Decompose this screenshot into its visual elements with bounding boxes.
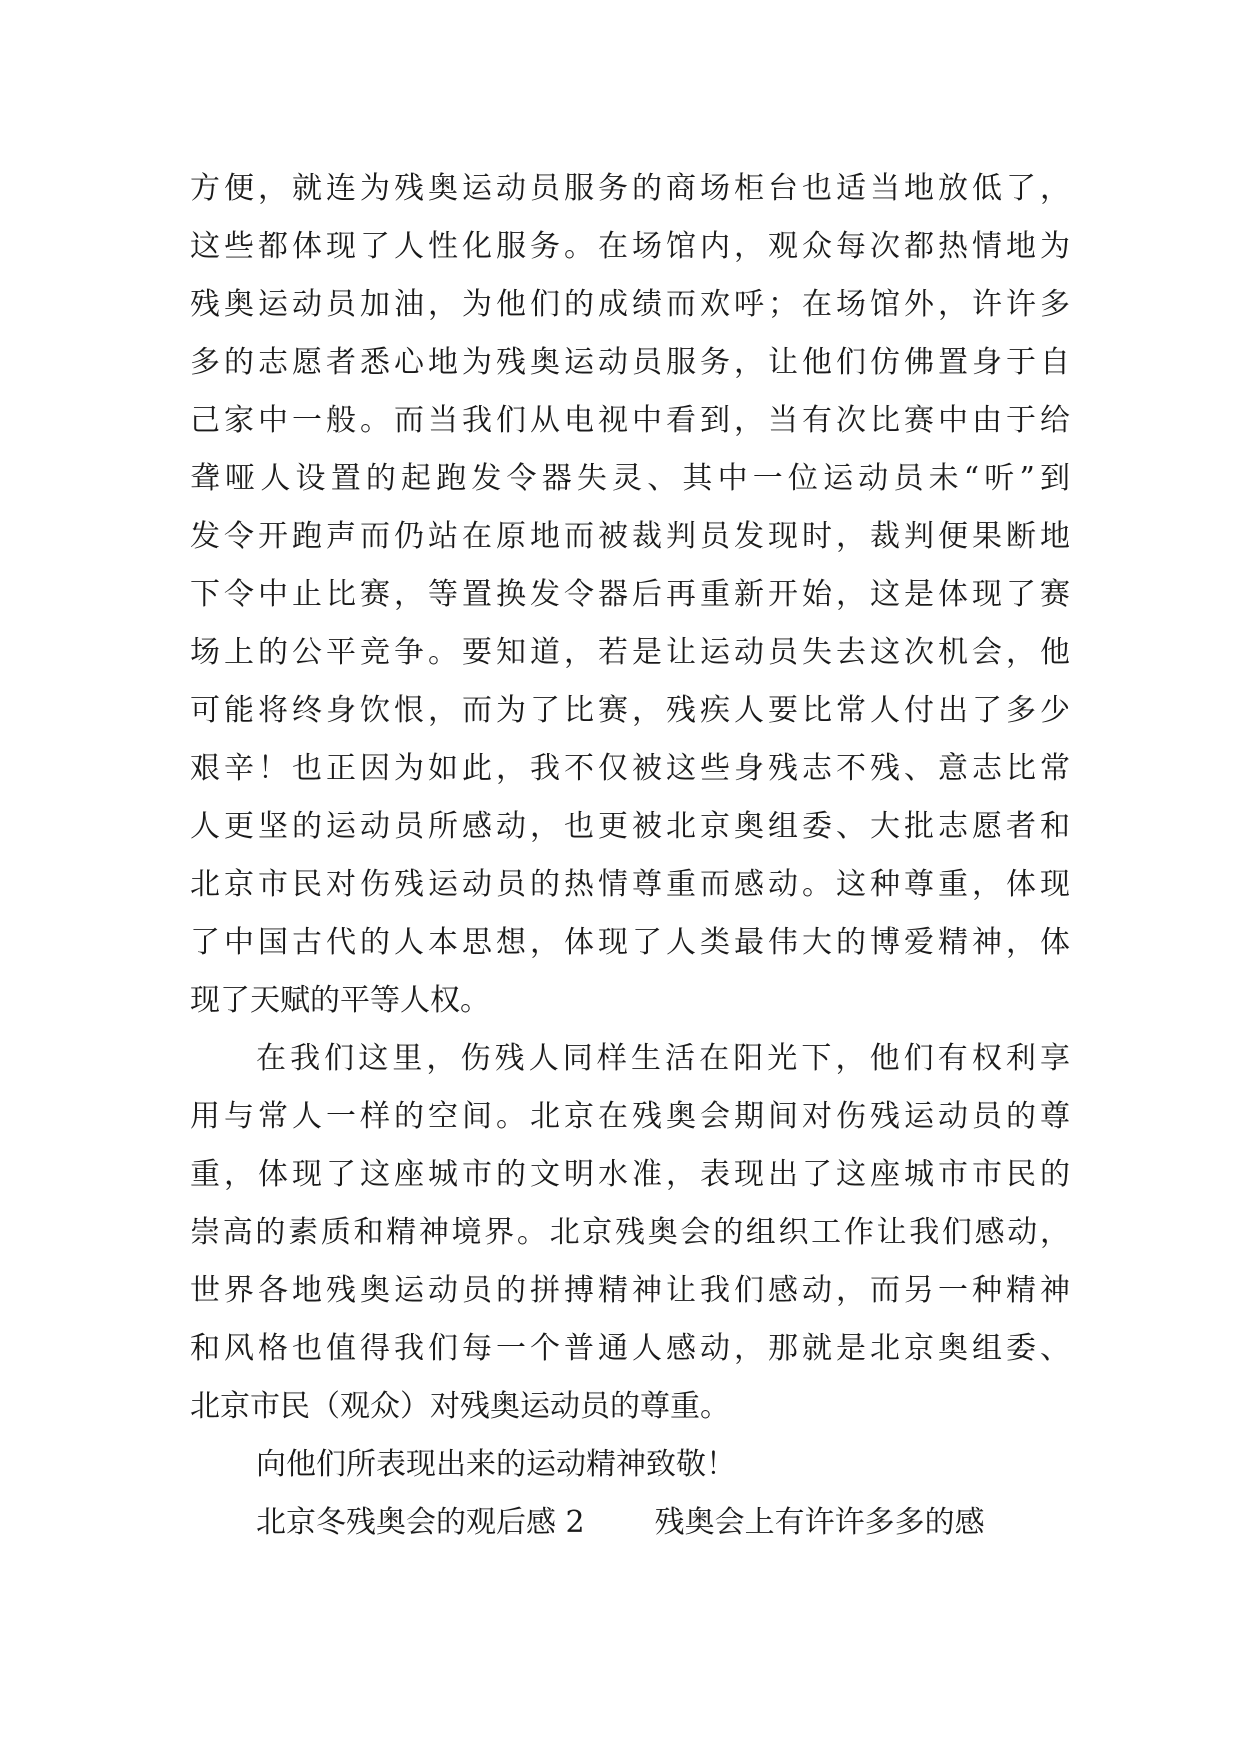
text-line: 现了天赋的平等人权。 — [190, 983, 490, 1018]
text-line: 场上的公平竞争。要知道，若是让运动员失去这次机会，他 — [190, 635, 1070, 670]
text-line: 北京市民对伤残运动员的热情尊重而感动。这种尊重，体现 — [190, 867, 1070, 902]
text-line: 北京市民（观众）对残奥运动员的尊重。 — [190, 1389, 730, 1424]
text-line: 人更坚的运动员所感动，也更被北京奥组委、大批志愿者和 — [190, 809, 1070, 844]
text-line: 残奥运动员加油，为他们的成绩而欢呼；在场馆外，许许多 — [190, 287, 1070, 322]
text-line: 发令开跑声而仍站在原地而被裁判员发现时，裁判便果断地 — [190, 519, 1070, 554]
text-line: 艰辛！也正因为如此，我不仅被这些身残志不残、意志比常 — [190, 751, 1070, 786]
section-lead-text: 残奥会上有许许多多的感 — [654, 1505, 985, 1540]
text-line: 聋哑人设置的起跑发令器失灵、其中一位运动员未“听”到 — [190, 461, 1070, 496]
text-line: 方便，就连为残奥运动员服务的商场柜台也适当地放低了， — [190, 171, 1070, 206]
text-line: 重，体现了这座城市的文明水准，表现出了这座城市市民的 — [190, 1157, 1070, 1192]
text-line: 崇高的素质和精神境界。北京残奥会的组织工作让我们感动， — [190, 1215, 1070, 1250]
text-line: 和风格也值得我们每一个普通人感动，那就是北京奥组委、 — [190, 1331, 1070, 1366]
section-title-line — [190, 1494, 1070, 1552]
text-line: 世界各地残奥运动员的拼搏精神让我们感动，而另一种精神 — [190, 1273, 1070, 1308]
document-body — [190, 160, 1070, 1552]
section-title: 北京冬残奥会的观后感 2 — [256, 1505, 585, 1540]
text-line: 了中国古代的人本思想，体现了人类最伟大的博爱精神，体 — [190, 925, 1070, 960]
text-line: 这些都体现了人性化服务。在场馆内，观众每次都热情地为 — [190, 229, 1070, 264]
text-line: 己家中一般。而当我们从电视中看到，当有次比赛中由于给 — [190, 403, 1070, 438]
text-line: 向他们所表现出来的运动精神致敬！ — [256, 1447, 736, 1482]
text-line: 在我们这里，伤残人同样生活在阳光下，他们有权利享 — [256, 1041, 1070, 1076]
text-line: 多的志愿者悉心地为残奥运动员服务，让他们仿佛置身于自 — [190, 345, 1070, 380]
text-line: 下令中止比赛，等置换发令器后再重新开始，这是体现了赛 — [190, 577, 1070, 612]
text-line: 可能将终身饮恨，而为了比赛，残疾人要比常人付出了多少 — [190, 693, 1070, 728]
text-line: 用与常人一样的空间。北京在残奥会期间对伤残运动员的尊 — [190, 1099, 1070, 1134]
